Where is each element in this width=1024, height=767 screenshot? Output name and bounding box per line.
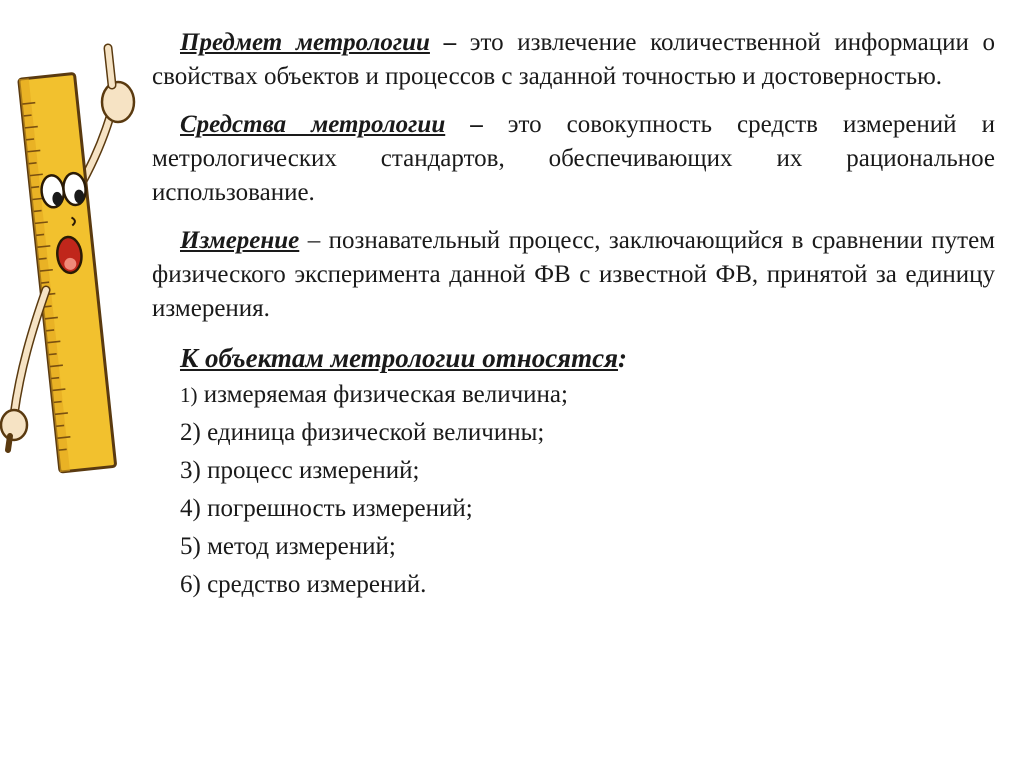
definition-text: это извлечение количественной информации о свойствах объектов и процессов с заданной точностью и достоверностью.: [152, 29, 996, 90]
list-item: 1) измеряемая физическая величина;: [180, 381, 568, 408]
list-item: 2) единица физической величины;: [180, 419, 545, 446]
text-content: [152, 26, 995, 604]
definition-paragraph: [152, 108, 995, 210]
list-item: 5) метод измерений;: [180, 533, 396, 560]
definition-paragraph: [152, 224, 995, 326]
definition-paragraph: [152, 26, 995, 94]
objects-list: [152, 340, 995, 604]
definition-text: это совокупность средств измерений и метрологических стандартов, обеспечивающих их рациональное использование.: [152, 111, 995, 206]
list-item: 6) средство измерений.: [180, 571, 427, 598]
list-item: 4) погрешность измерений;: [180, 495, 473, 522]
definition-text: познавательный процесс, заключающийся в сравнении путем физического эксперимента данной ФВ с известной ФВ, принятой за единицу измерения.: [152, 227, 995, 322]
ruler-mascot-icon: [0, 40, 160, 480]
definition-dash: –: [470, 111, 483, 138]
definition-term: Средства метрологии: [180, 111, 446, 138]
list-item: 3) процесс измерений;: [180, 457, 420, 484]
definition-dash: –: [307, 227, 321, 254]
definition-dash: –: [443, 29, 457, 56]
definition-term: Предмет метрологии: [180, 29, 430, 56]
definition-term: Измерение: [180, 227, 300, 254]
objects-heading: К объектам метрологии относятся:: [180, 343, 627, 373]
